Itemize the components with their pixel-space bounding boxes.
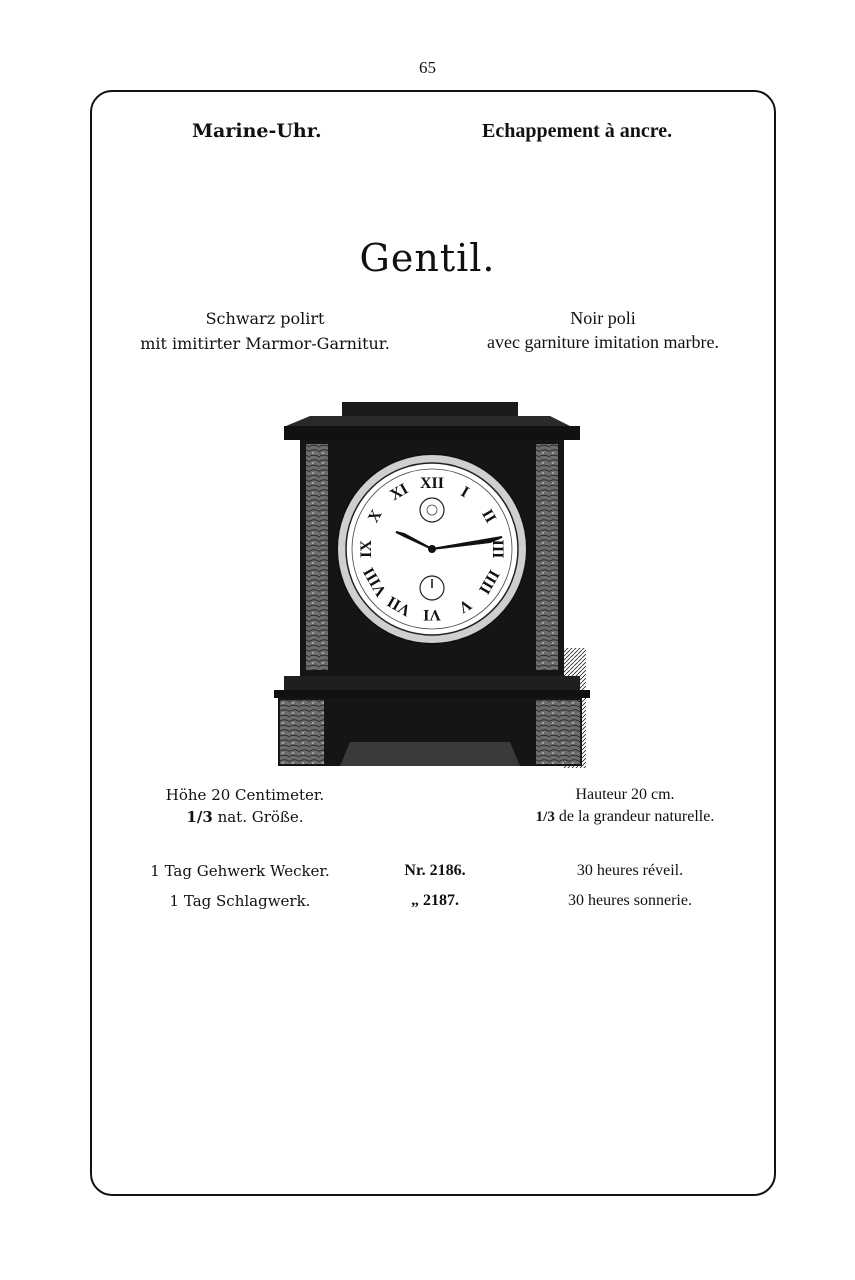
header-french: Echappement à ancre. <box>482 120 673 142</box>
dial-numeral: IIII <box>475 566 503 597</box>
clock-cornice-band <box>284 426 580 440</box>
description-french-line-2: avec garniture imitation marbre. <box>487 332 719 352</box>
scale-french <box>500 806 750 828</box>
clock-base-plinth-top <box>274 690 590 698</box>
marble-pillar-right <box>536 444 558 670</box>
dial-numeral: I <box>457 483 472 502</box>
clock-top-cap <box>342 402 518 416</box>
description-german-line-2: mit imitirter Marmor-Garnitur. <box>140 334 390 353</box>
description-german <box>120 306 410 356</box>
dial-numeral: XII <box>419 475 445 492</box>
dial-numeral: II <box>478 506 500 526</box>
marble-pillar-left <box>306 444 328 670</box>
dial-numeral: VII <box>384 592 414 620</box>
scale-french-fraction: 1/3 <box>535 809 555 825</box>
base-cutout <box>340 742 520 766</box>
scale-german-fraction: 1/3 <box>186 808 213 826</box>
product-title: Gentil. <box>359 236 496 280</box>
scale-german-text: nat. Größe. <box>217 808 304 826</box>
dial-numeral: XI <box>387 480 412 505</box>
model-1-german: 1 Tag Gehwerk Wecker. <box>150 862 330 880</box>
dial-numeral: III <box>489 539 506 559</box>
description-french <box>448 306 758 354</box>
scale-german <box>150 806 340 828</box>
marble-base-left <box>280 700 324 764</box>
dial-numeral: IX <box>358 540 375 558</box>
size-german <box>150 784 340 828</box>
header-german: Marine-Uhr. <box>192 120 322 142</box>
height-german: Höhe 20 Centimeter. <box>165 786 325 804</box>
model-2-number: „ 2187. <box>411 892 459 909</box>
marble-base-right <box>536 700 580 764</box>
dial-numeral: X <box>365 506 386 526</box>
subdial-top <box>420 498 444 522</box>
model-2-german: 1 Tag Schlagwerk. <box>169 892 311 910</box>
model-1-number: Nr. 2186. <box>404 862 466 879</box>
page-number: 65 <box>419 58 436 77</box>
dial-numeral: VIII <box>360 564 391 600</box>
height-french: Hauteur 20 cm. <box>575 786 675 803</box>
hand-pivot <box>428 545 436 553</box>
clock-base-ledge <box>284 676 580 692</box>
size-french <box>500 784 750 828</box>
clock-cornice <box>286 416 570 426</box>
dial-numeral: VI <box>423 606 441 623</box>
clock-illustration <box>270 398 590 770</box>
dial-numeral: V <box>455 595 475 616</box>
model-2-french: 30 heures sonnerie. <box>568 892 692 909</box>
description-german-line-1: Schwarz polirt <box>205 309 325 328</box>
description-french-line-1: Noir poli <box>570 308 636 328</box>
scale-french-text: de la grandeur naturelle. <box>558 808 715 825</box>
model-1-french: 30 heures réveil. <box>576 862 684 879</box>
